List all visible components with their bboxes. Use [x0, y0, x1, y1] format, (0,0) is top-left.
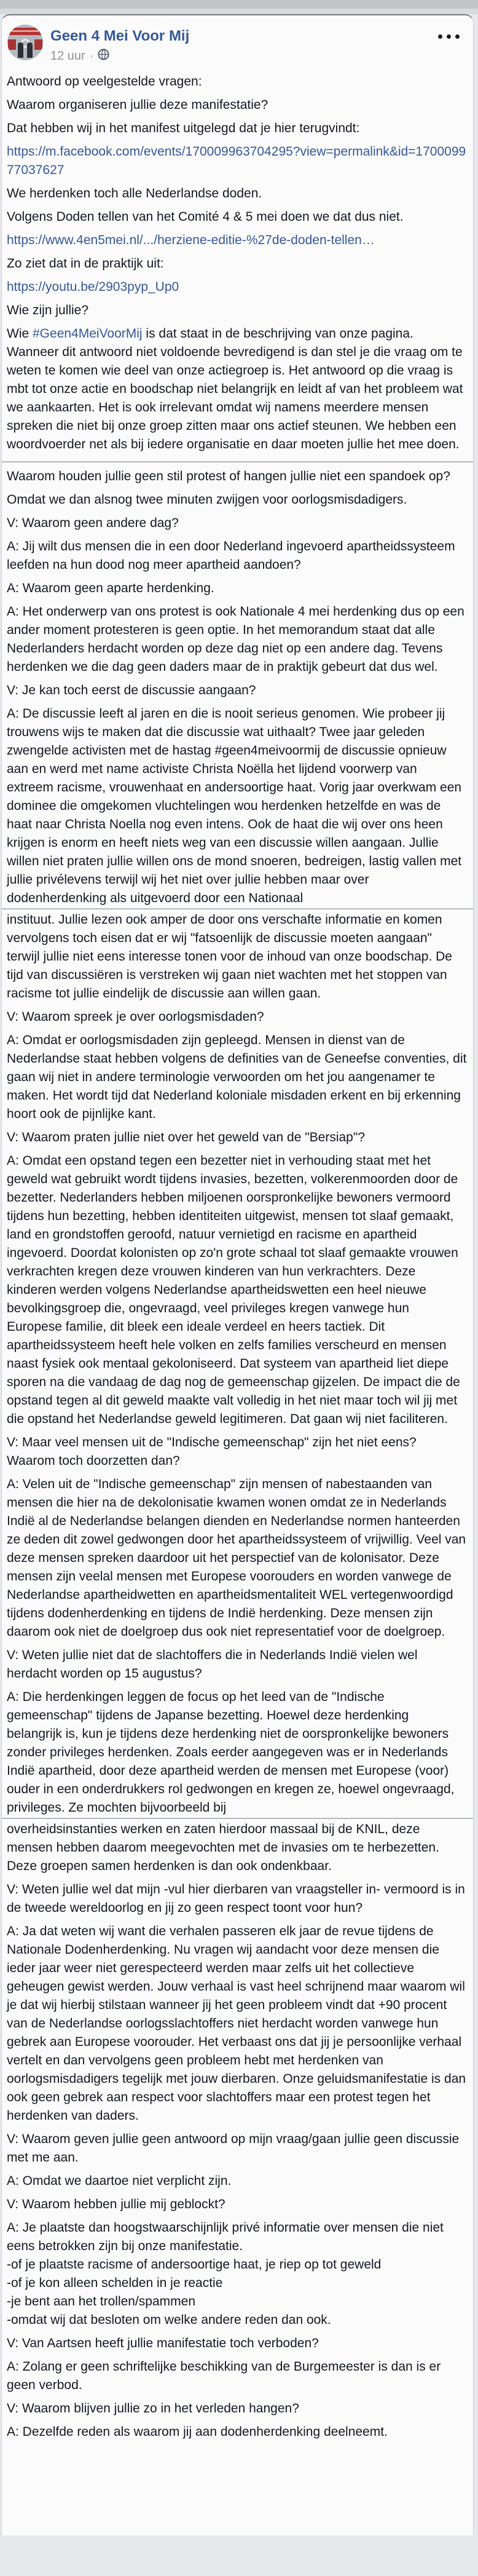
post-paragraph: A: Velen uit de "Indische gemeenschap" zijn mensen of nabestaanden van mensen die hier na de dekolonisatie kwamen wonen omdat ze in Nederlands Indië al de Nederlandse belangen dienden en Nederlandse normen hanteerden ze deden dit zowel gedwongen door het apartheidssysteem of vrijwillig. Veel van deze mensen spreken daardoor uit het perspectief van de kolonisator. Deze mensen zijn veelal mensen met Europese voorouders en worden vanwege de Nederlandse apartheidwetten en apartheidsmentaliteit WEL vertegenwoordigd tijdens dodenherdenking en tijdens de Indië herdenking. Deze mensen zijn daarom ook niet de doelgroep dus ook niet representatief voor de doelgroep.	[7, 1477, 466, 1639]
post-paragraph: A: Dezelfde reden als waarom jij aan dodenherdenking deelneemt.	[7, 2425, 388, 2439]
post-paragraph: Zo ziet dat in de praktijk uit:	[7, 256, 164, 271]
post-paragraph: A: Jij wilt dus mensen die in een door Nederland ingevoerd apartheidssysteem leefden na hun dood nog meer apartheid aandoen?	[7, 539, 455, 572]
hashtag-link[interactable]: #Geen4MeiVoorMij	[33, 327, 143, 341]
post-paragraph: instituut. Jullie lezen ook amper de door ons verschafte informatie en komen vervolgens toch eisen dat er wij "fatsoenlijk de discussie moeten aangaan" terwijl jullie niet eens interesse tonen voor de inhoud van onze boodschap. De tijd van discussiëren is verstreken wij gaan niet wachten met het stoppen van racisme tot jullie eindelijk de discussie aan willen gaan.	[7, 913, 452, 1001]
avatar-red-flag-right	[34, 39, 42, 50]
stitch-divider	[2, 461, 473, 462]
post-link[interactable]: https://m.facebook.com/events/170009963704295?view=permalink&id=170009977037627	[7, 145, 466, 177]
post-paragraph: Volgens Doden tellen van het Comité 4 & 5 mei doen we dat dus niet.	[7, 210, 404, 224]
meta-separator: ·	[89, 49, 94, 63]
post-paragraph: A: Zolang er geen schriftelijke beschikking van de Burgemeester is dan is er geen verbod.	[7, 2360, 441, 2392]
menu-dot	[438, 34, 442, 39]
globe-icon	[98, 49, 109, 64]
post-meta	[50, 49, 434, 64]
post-paragraph: Wie zijn jullie?	[7, 303, 89, 317]
page-avatar[interactable]	[7, 25, 43, 60]
post-paragraph: V: Maar veel mensen uit de "Indische gemeenschap" zijn het niet eens? Waarom toch doorzetten dan?	[7, 1435, 417, 1468]
post-header-text	[50, 25, 434, 64]
post-paragraph: V: Waarom praten jullie niet over het geweld van de "Bersiap"?	[7, 1130, 365, 1144]
post-paragraph: V: Van Aartsen heeft jullie manifestatie toch verboden?	[7, 2336, 319, 2350]
post-paragraph: A: Je plaatste dan hoogstwaarschijnlijk privé informatie over mensen die niet eens betrokken zijn bij onze manifestatie. -of je plaatste racisme of andersoortige haat, je riep op tot geweld -of je kon alleen schelden in je reactie -je bent aan het trollen/spammen -omdat wij dat besloten om welke andere reden dan ook.	[7, 2221, 444, 2327]
post-body	[2, 66, 473, 2441]
post-paragraph: V: Waarom spreek je over oorlogsmisdaden?	[7, 1010, 264, 1024]
post-paragraph: V: Waarom geen andere dag?	[7, 516, 179, 530]
post-paragraph: We herdenken toch alle Nederlandse doden.	[7, 186, 262, 200]
post-paragraph: V: Waarom geven jullie geen antwoord op mijn vraag/gaan jullie geen discussie met me aan.	[7, 2132, 460, 2165]
post-paragraph: V: Weten jullie wel dat mijn -vul hier dierbaren van vraagsteller in- vermoord is in de tweede wereldoorlog en jij zo geen respect toont voor hun?	[7, 1882, 465, 1915]
post-paragraph: A: Omdat een opstand tegen een bezetter niet in verhouding staat met het geweld wat gebruikt wordt tijdens invasies, bezetten, volkerenmoorden door de bezetter. Nederlanders hebben miljoenen oorspronkelijke bewoners vermoord tijdens hun bezetting, hebben identiteiten uitgewist, mensen tot slaaf gemaakt, land en grondstoffen geroofd, natuur vernietigd en racisme en apartheid ingevoerd. Doordat kolonisten op zo'n grote schaal tot slaaf gemaakte vrouwen verkrachten kregen deze vrouwen kinderen van hun verkrachters. Deze kinderen werden volgens Nederlandse apartheidswetten een heel nieuwe bevolkingsgroep die, ongevraagd, veel privileges kregen vanwege hun Europese familie, dit bleek een ideale verdeel en heers tactiek. Dit apartheidssysteem heeft hele volken en zelfs families verscheurd en mensen naast fysiek ook mentaal gekoloniseerd. Dat systeem van apartheid liet diepe sporen na die vandaag de dag nog de gemeenschap gijzelen. De impact die de opstand tegen al dit geweld maakte valt volledig in het niet maar toch wil jij met die opstand het Nederlandse geweld legitimeren. Dat gaan wij niet faciliteren.	[7, 1154, 460, 1426]
post-paragraph: V: Waarom blijven jullie zo in het verleden hangen?	[7, 2401, 299, 2415]
post-paragraph: A: De discussie leeft al jaren en die is nooit serieus genomen. Wie probeer jij trouwens wijs te maken dat die discussie wat uithaalt? Twee jaar geleden zwengelde activisten met de hastag #geen4meivoormij de discussie opnieuw aan en werd met name activiste Christa Noëlla het lijdend voorwerp van extreem racisme, vrouwenhaat en andersoortige haat. Vorig jaar overkwam een dominee die omgekomen vluchtelingen wou herdenken hetzelfde en was de haat naar Christa Noella nog even intens. Ook de haat die wij over ons heen krijgen is enorm en heeft niets weg van een discussie willen aangaan. Jullie willen niet praten jullie willen ons de mond snoeren, bedreigen, lastig vallen met jullie privélevens terwijl wij het niet over jullie hebben maar over dodenherdenking als uitgevoerd door een Nationaal	[7, 707, 462, 905]
post-link-paragraph	[7, 278, 467, 296]
screenshot-top-bar-light	[0, 9, 478, 14]
post-paragraph: Waarom organiseren jullie deze manifestatie?	[7, 98, 268, 112]
stitch-divider	[2, 908, 473, 910]
post-link[interactable]: https://www.4en5mei.nl/.../herziene-editie-%27de-doden-tellen…	[7, 233, 375, 247]
post-paragraph: Waarom houden jullie geen stil protest of hangen jullie niet een spandoek op?	[7, 469, 450, 483]
post-paragraph: A: Omdat we daartoe niet verplicht zijn.	[7, 2174, 232, 2188]
avatar-figure-right	[27, 42, 33, 58]
post-paragraph: A: Waarom geen aparte herdenking.	[7, 581, 214, 595]
post-paragraph: Omdat we dan alsnog twee minuten zwijgen voor oorlogsmisdadigers.	[7, 493, 407, 507]
post-header	[2, 15, 473, 66]
post-card	[1, 14, 474, 2535]
post-paragraph: A: Die herdenkingen leggen de focus op het leed van de "Indische gemeenschap" tijdens de Japanse bezetting. Hoewel deze herdenking belangrijk is, kun je tijdens deze herdenking niet de oorspronkelijke bewoners zonder privileges herdenken. Zoals eerder aangegeven was er in Nederlands Indië apartheid, door deze apartheid werden de mensen met Europese (voor) ouder in een onderdrukkers rol gedwongen en kregen ze, hoewel ongevraagd, privileges. Ze mochten bijvoorbeeld bij	[7, 1690, 455, 1815]
stitch-divider	[2, 1818, 473, 1819]
post-paragraph: A: Het onderwerp van ons protest is ook Nationale 4 mei herdenking dus op een ander moment protesteren is geen optie. In het memorandum staat dat alle Nederlanders herdacht worden op deze dag niet op een andere dag. Tevens herdenken we die dag geen daders maar de in praktijk gebeurt dat dus wel.	[7, 604, 464, 674]
post-link-paragraph	[7, 231, 467, 250]
post-paragraph: Wie #Geen4MeiVoorMij is dat staat in de beschrijving van onze pagina. Wanneer dit antwoord niet voldoende bevredigend is dan stel je die vraag om te weten te komen wie deel van onze actiegroep is. Het antwoord op die vraag is mbt tot onze actie en boodschap niet belangrijk en leidt af van het probleem wat we aankaarten. Het is ook irrelevant omdat wij namens meerdere mensen spreken die niet bij onze groep zitten maar ons actief steunen. We hebben een woordvoerder net als bij iedere organisatie en daar moeten jullie het mee doen.	[7, 327, 463, 451]
post-timestamp[interactable]: 12 uur	[50, 49, 85, 63]
post-menu-button[interactable]	[434, 25, 464, 39]
post-paragraph: A: Omdat er oorlogsmisdaden zijn gepleegd. Mensen in dienst van de Nederlandse staat hebben volgens de definities van de Geneefse conventies, dit gaan wij niet in andere terminologie verwoorden om het jou aangenamer te maken. Het wordt tijd dat Nederland koloniale misdaden erkent en bij erkenning hoort ook de pijnlijke kant.	[7, 1033, 467, 1121]
screenshot-top-bar	[0, 0, 478, 9]
avatar-banner	[9, 28, 41, 35]
page-name-link[interactable]: Geen 4 Mei Voor Mij	[50, 28, 190, 44]
post-paragraph: A: Ja dat weten wij want die verhalen passeren elk jaar de revue tijdens de Nationale Dodenherdenking. Nu vragen wij aandacht voor deze mensen die ieder jaar weer niet gerespecteerd werden maar zelfs uit het collectieve geheugen gewist werden. Jouw verhaal is vast heel schrijnend maar waarom wil je dat wij hierbij stilstaan wanneer jij het geen probleem vindt dat +90 procent van de Nederlandse oorlogsslachtoffers niet herdacht worden vanwege hun gebrek aan Europese voorouder. Het verbaast ons dat jij je persoonlijke verhaal vertelt en dan vervolgens geen probleem hebt met herdenken van oorlogsmisdadigers tegelijk met jouw dierbaren. Onze geluidsmanifestatie is dan ook geen gebrek aan respect voor slachtoffers maar een protest tegen het herdenken van daders.	[7, 1924, 466, 2123]
post-link-paragraph	[7, 143, 467, 180]
avatar-figure-left	[18, 42, 23, 58]
post-paragraph: V: Je kan toch eerst de discussie aangaan?	[7, 683, 256, 697]
avatar-red-flag-left	[8, 39, 16, 50]
menu-dot	[455, 34, 460, 39]
menu-dot	[447, 34, 451, 39]
post-paragraph: V: Waarom hebben jullie mij geblockt?	[7, 2197, 225, 2211]
post-paragraph: V: Weten jullie niet dat de slachtoffers die in Nederlands Indië vielen wel herdacht worden op 15 augustus?	[7, 1648, 418, 1681]
post-paragraph: Antwoord op veelgestelde vragen:	[7, 74, 202, 89]
post-paragraph: overheidsinstanties werken en zaten hierdoor massaal bij de KNIL, deze mensen hebben daarom meegevochten met de invasies om te herbezetten. Deze groepen samen herdenken is dan ook ondenkbaar.	[7, 1822, 439, 1873]
post-paragraph: Dat hebben wij in het manifest uitgelegd dat je hier terugvindt:	[7, 121, 360, 135]
post-link[interactable]: https://youtu.be/2903pyp_Up0	[7, 280, 179, 294]
